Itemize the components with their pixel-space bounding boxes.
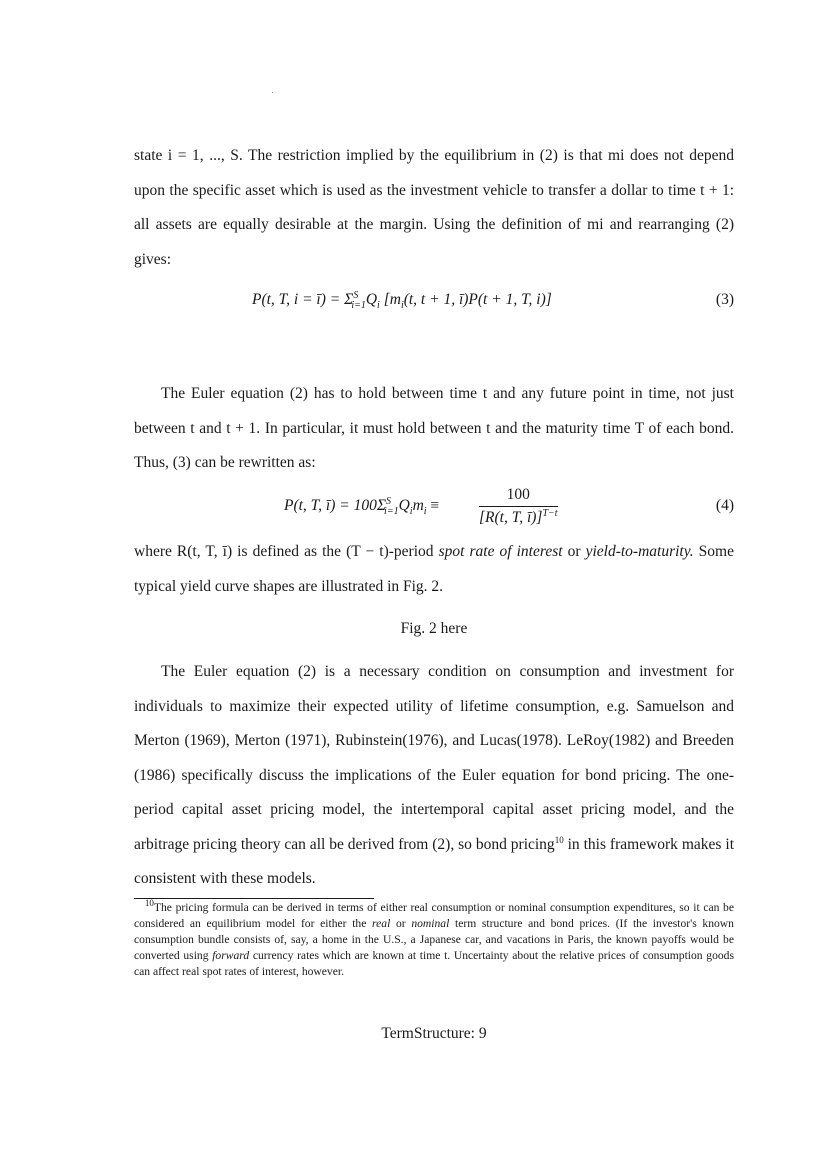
term-yield-to-maturity: yield-to-maturity. [585, 543, 694, 560]
term-spot-rate: spot rate of interest [438, 543, 563, 560]
paragraph-state-restriction [134, 139, 734, 277]
equation-4-left: P(t, T, ī) = $100\Sigma^S_{i=1}Q_im_i$ ≡ [284, 495, 440, 518]
equation-4-denominator: [R(t, T, ī)]$^{T-t}$ [479, 507, 558, 526]
footnote-rule [134, 898, 374, 899]
paragraph-euler-maturity [134, 377, 734, 481]
equation-4-fraction [479, 486, 558, 527]
footnote-reference-10[interactable]: 10 [554, 834, 564, 845]
scan-speck [272, 92, 273, 93]
footnote-10: $^{10}$The pricing formula can be derived in terms of either real consumption or nominal consumption expenditures, so it can be considered an equilibrium model for either the real or nominal term structure and bond prices. (If the investor's known consumption bundle consists of, say, a home in the U.S., a Japanese car, and vacations in Paris, the known payoffs would be converted using forward currency rates which are known at time t. Uncertainty about the relative prices of consumption goods can affect real spot rates of interest, however. [134, 898, 734, 978]
equation-4 [134, 484, 734, 534]
paragraph-1-text: state i = 1, ..., S. The restriction implied by the equilibrium in (2) is that mi does not depend upon the specific asset which is used as the investment vehicle to transfer a dollar to time t + 1: all assets are equally desirable at the margin. Using the definition of mi and rearranging (2) gives: [134, 147, 734, 268]
paragraph-2-text: The Euler equation (2) has to hold between time t and any future point in time, not just between t and t + 1. In particular, it must hold between t and the maturity time T of each bond. Thus, (3) can be rewritten as: [134, 385, 734, 471]
paragraph-euler-necessary: The Euler equation (2) is a necessary condition on consumption and investment for individuals to maximize their expected utility of lifetime consumption, e.g. Samuelson and Merton (1969), Merton (1971), Rubinstein(1976), and Lucas(1978). LeRoy(1982) and Breeden (1986) specifically discuss the implications of the Euler equation for bond pricing. The one-period capital asset pricing model, the intertemporal capital asset pricing model, and the arbitrage pricing theory can all be derived from (2), so bond pricing$^{10}$ in this framework makes it consistent with these models. [134, 663, 734, 887]
equation-4-numerator: 100 [479, 486, 558, 507]
equation-3 [134, 287, 734, 317]
equation-3-number: (3) [715, 291, 734, 308]
page-footer: TermStructure: 9 [381, 1025, 487, 1042]
equation-3-body: P(t, T, i = ī) = $\Sigma^S_{i=1}Q_i$ [$m_i(t$, t + 1, ī)P(t + 1, T, i)] [252, 289, 552, 312]
paragraph-spot-rate: where R(t, T, ī) is defined as the (T − t)-period spot rate of interest or yield-to-maturity. Some typical yield curve shapes are illustrated in Fig. 2. [134, 543, 734, 595]
footnote-marker: 10 [144, 898, 154, 909]
figure-placeholder-note: Fig. 2 here [400, 620, 468, 637]
equation-4-number: (4) [715, 497, 734, 514]
